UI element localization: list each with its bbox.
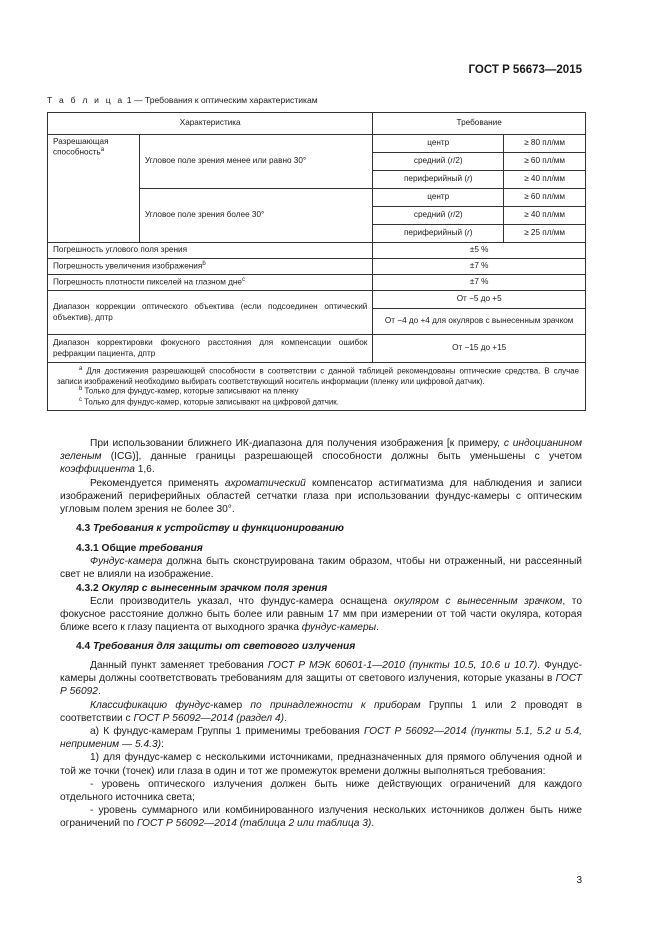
section-4-4 <box>60 640 582 653</box>
table-caption-prefix: Т а б л и ц а <box>47 95 125 105</box>
section-4-3 <box>60 522 582 535</box>
value-cell: ≥ 25 пл/мм <box>504 225 586 243</box>
focus-range-label: Диапазон корректировки фокусного расстояния для компенсации ошибок рефракции пациента, дптр <box>48 335 373 363</box>
zone-mid: средний (r/2) <box>373 153 504 171</box>
heading-4-3-1: 4.3.1 Общие требования <box>76 543 203 554</box>
magnification-error-label: Погрешность увеличения изображения$^b$ <box>48 259 373 275</box>
value-cell: ≥ 40 пл/мм <box>504 207 586 225</box>
value-cell: От −15 до +15 <box>373 335 586 363</box>
paragraph-eyepiece: Если производитель указал, что фундус-камера оснащена окуляром с вынесенным зрачком, то фокусное расстояние должно быть более или равным 17 мм при измерении от той части окуляра, которая ближе всего к глазу пациента от выходного зрачка фундус-камеры. <box>60 595 582 634</box>
value-cell: ≥ 80 пл/мм <box>504 135 586 153</box>
heading-4-3: 4.3 Требования к устройству и функционированию <box>76 523 344 534</box>
col-header-characteristic: Характеристика <box>48 113 373 135</box>
zone-center: центр <box>373 189 504 207</box>
table-footnotes <box>48 363 586 411</box>
value-cell: ±7 % <box>373 275 586 291</box>
zone-peripheral: периферийный (r) <box>373 225 504 243</box>
paragraph-classification: Классификацию фундус-камер по принадлежности к приборам Группы 1 или 2 проводят в соответствии с ГОСТ Р 56092—2014 (раздел 4). <box>60 699 582 724</box>
page-number: 3 <box>576 875 582 886</box>
heading-4-3-2: 4.3.2 Окуляр с вынесенным зрачком поля зрения <box>76 582 328 594</box>
body-text-block-2 <box>60 659 582 831</box>
paragraph-level-combined: - уровень суммарного или комбинированного излучения нескольких источников должен быть ниже ограничений по ГОСТ Р 56092—2014 (таблица 2 или таблица 3). <box>60 805 582 830</box>
heading-4-4: 4.4 Требования для защиты от светового излучения <box>76 641 356 652</box>
table-row <box>48 243 586 259</box>
value-cell: ≥ 60 пл/мм <box>504 189 586 207</box>
table-row <box>48 135 586 153</box>
zone-center: центр <box>373 135 504 153</box>
value-cell: ±7 % <box>373 259 586 275</box>
angle-gt30-label: Угловое поле зрения более 30° <box>139 189 372 243</box>
table-header-row <box>48 113 586 135</box>
footnote-a: $^a$ Для достижения разрешающей способности в соответствии с данной таблицей рекомендованы оптические средства. В случае записи изображений необходимо выбирать соответствующий носитель информации (пленку или цифровой датчик). <box>57 366 579 386</box>
body-text-block-1 <box>60 437 582 516</box>
optical-requirements-table <box>47 112 586 411</box>
value-cell: ≥ 40 пл/мм <box>504 171 586 189</box>
paragraph-achromatic: Рекомендуется применять ахроматический компенсатор астигматизма для наблюдения и записи изображений периферийных областей сетчатки глаза при использовании фундус-камеры с оптическим угловым полем зрения не более 30°. <box>60 477 582 516</box>
table-footnotes-row <box>48 363 586 411</box>
footnote-c: $^c$ Только для фундус-камер, которые записывают на цифровой датчик. <box>79 396 339 407</box>
angle-le30-label: Угловое поле зрения менее или равно 30° <box>139 135 372 189</box>
resolution-label: Разрешающая способность$^a$ <box>48 135 140 243</box>
correction-range-label: Диапазон коррекции оптического объектива (если подсоединен оптический объектив), дптр <box>48 291 373 335</box>
col-header-requirement: Требование <box>373 113 586 135</box>
paragraph-level-single: - уровень оптического излучения должен быть ниже действующих ограничений для каждого отдельного источника света; <box>60 778 582 804</box>
paragraph-multi-source: 1) для фундус-камер с несколькими источниками, предназначенных для прямого облучения одной и той же точки (точек) или глаза в один и тот же промежуток времени должны выполняться требования: <box>60 752 582 777</box>
table-row <box>48 291 586 309</box>
paragraph-general: Фундус-камера должна быть сконструирована таким образом, чтобы ни отраженный, ни рассеянный свет не влияли на изображение. <box>60 556 582 581</box>
paragraph-group1: а) К фундус-камерам Группы 1 применимы требования ГОСТ Р 56092—2014 (пункты 5.1, 5.2 и 5.4, неприменим — 5.4.3): <box>60 726 583 751</box>
zone-mid: средний (r/2) <box>373 207 504 225</box>
footnote-b: $^b$ Только для фундус-камер, которые записывают на пленку <box>79 386 299 396</box>
value-cell: От −4 до +4 для окуляров с вынесенным зрачком <box>373 309 586 335</box>
pixel-density-error-label: Погрешность плотности пикселей на глазном дне$^c$ <box>48 275 373 291</box>
table-caption-text: 1 — Требования к оптическим характеристикам <box>124 95 318 105</box>
standard-number: ГОСТ Р 56673—2015 <box>468 64 582 76</box>
table-row <box>48 275 586 291</box>
paragraph-nir: При использовании ближнего ИК-диапазона для получения изображения [к примеру, с индоцианином зеленым (ICG)], данные границы разрешающей способности должны быть уменьшены с учетом коэффициента 1,6. <box>60 438 582 476</box>
value-cell: От −5 до +5 <box>373 291 586 309</box>
angle-error-label: Погрешность углового поля зрения <box>48 243 373 259</box>
section-4-3-1 <box>60 542 582 634</box>
table-caption <box>47 95 318 105</box>
zone-peripheral: периферийный (r) <box>373 171 504 189</box>
value-cell: ±5 % <box>373 243 586 259</box>
paragraph-replaces: Данный пункт заменяет требования ГОСТ Р МЭК 60601-1—2010 (пункты 10.5, 10.6 и 10.7). Фундус-камеры должны соответствовать требованиям для защиты от светового излучения, которые указаны в ГОСТ Р 56092. <box>60 660 582 698</box>
table-row <box>48 335 586 363</box>
value-cell: ≥ 60 пл/мм <box>504 153 586 171</box>
table-row <box>48 259 586 275</box>
